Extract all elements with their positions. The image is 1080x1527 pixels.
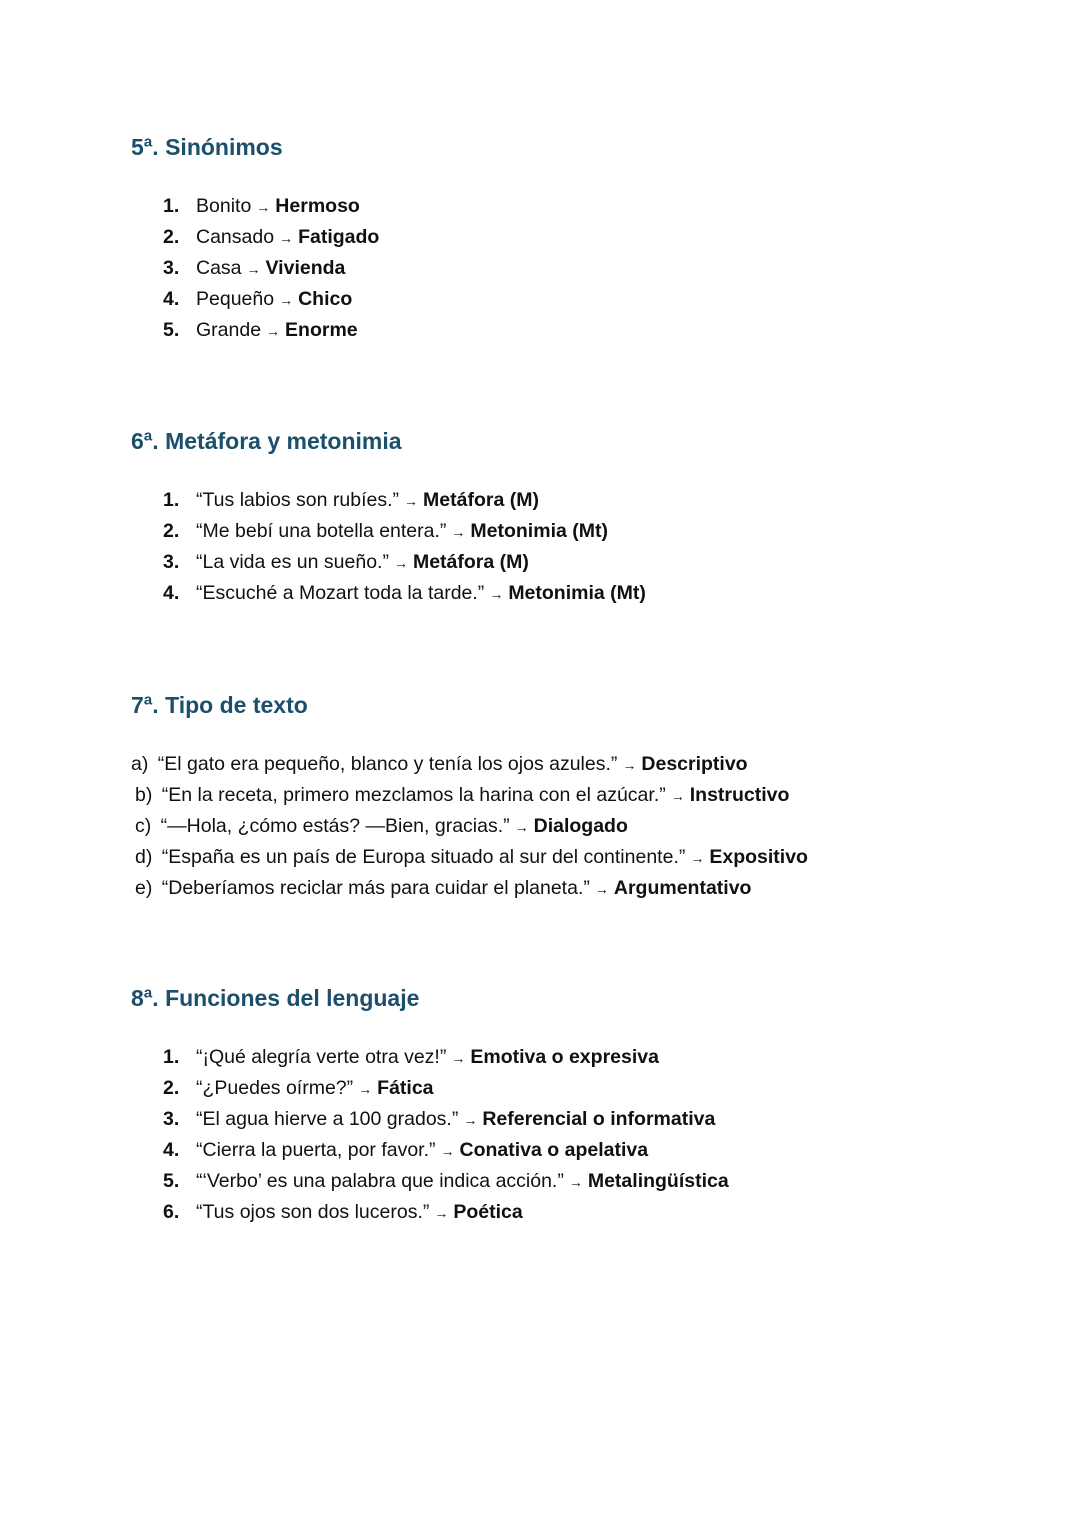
list-marker: 5. — [163, 1170, 180, 1192]
item-text: “‘Verbo’ es una palabra que indica acción.” — [196, 1170, 564, 1192]
list-marker: 5. — [163, 319, 180, 341]
arrow-icon: → — [440, 1143, 455, 1159]
arrow-icon: → — [279, 230, 294, 246]
list-item — [131, 284, 379, 315]
item-text: “¿Puedes oírme?” — [196, 1077, 354, 1099]
arrow-icon: → — [266, 323, 281, 339]
section-heading: 6ª. Metáfora y metonimia — [131, 428, 402, 454]
list-marker: b) — [135, 784, 153, 806]
item-text: “España es un país de Europa situado al sur del continente.” — [161, 846, 686, 868]
list-marker: 1. — [163, 489, 180, 511]
list-marker: c) — [135, 815, 152, 837]
item-answer: Fática — [377, 1077, 434, 1099]
item-answer: Referencial o informativa — [482, 1108, 716, 1130]
list-item — [131, 578, 646, 609]
item-text: “El agua hierve a 100 grados.” — [196, 1108, 459, 1130]
item-answer: Vivienda — [265, 257, 346, 279]
list-marker: a) — [131, 753, 149, 775]
item-answer: Metonimia (Mt) — [470, 520, 608, 542]
section-funciones-lenguaje — [131, 983, 729, 1228]
item-text: “Escuché a Mozart toda la tarde.” — [196, 582, 485, 604]
item-text: “En la receta, primero mezclamos la harina con el azúcar.” — [161, 784, 666, 806]
item-text: “La vida es un sueño.” — [196, 551, 389, 573]
arrow-icon: → — [358, 1081, 373, 1097]
item-text: Grande — [196, 319, 262, 341]
item-text: “¡Qué alegría verte otra vez!” — [196, 1046, 447, 1068]
answer-list — [131, 749, 808, 904]
item-text: Bonito — [196, 195, 252, 217]
section-metafora-metonimia — [131, 426, 646, 609]
arrow-icon: → — [622, 757, 637, 773]
item-text: “Cierra la puerta, por favor.” — [196, 1139, 436, 1161]
list-marker: 3. — [163, 257, 180, 279]
item-answer: Expositivo — [709, 846, 808, 868]
arrow-icon: → — [594, 881, 609, 897]
arrow-icon: → — [568, 1174, 583, 1190]
arrow-icon: → — [393, 555, 408, 571]
list-marker: 2. — [163, 520, 180, 542]
item-answer: Instructivo — [689, 784, 790, 806]
list-marker: 6. — [163, 1201, 180, 1223]
item-answer: Emotiva o expresiva — [470, 1046, 659, 1068]
arrow-icon: → — [434, 1205, 449, 1221]
item-text: Pequeño — [196, 288, 275, 310]
list-item — [131, 842, 808, 873]
list-item — [131, 253, 379, 284]
list-marker: e) — [135, 877, 153, 899]
item-answer: Argumentativo — [613, 877, 752, 899]
item-text: “Me bebí una botella entera.” — [196, 520, 447, 542]
list-item — [131, 1166, 729, 1197]
section-heading: 8ª. Funciones del lenguaje — [131, 985, 420, 1011]
arrow-icon: → — [670, 788, 685, 804]
list-item — [131, 749, 808, 780]
item-answer: Fatigado — [298, 226, 380, 248]
answer-list — [131, 1042, 729, 1228]
arrow-icon: → — [690, 850, 705, 866]
arrow-icon: → — [489, 586, 504, 602]
arrow-icon: → — [451, 524, 466, 540]
arrow-icon: → — [451, 1050, 466, 1066]
item-answer: Enorme — [285, 319, 358, 341]
item-answer: Metáfora (M) — [423, 489, 539, 511]
item-text: “Deberíamos reciclar más para cuidar el planeta.” — [161, 877, 590, 899]
arrow-icon: → — [279, 292, 294, 308]
list-item — [131, 516, 646, 547]
list-item — [131, 547, 646, 578]
item-text: “Tus labios son rubíes.” — [196, 489, 400, 511]
arrow-icon: → — [463, 1112, 478, 1128]
list-item — [131, 485, 646, 516]
item-answer: Metalingüística — [587, 1170, 729, 1192]
arrow-icon: → — [246, 261, 261, 277]
item-answer: Metáfora (M) — [412, 551, 529, 573]
item-text: “El gato era pequeño, blanco y tenía los ojos azules.” — [157, 753, 618, 775]
answer-list — [131, 191, 379, 346]
answer-list — [131, 485, 646, 609]
list-marker: 4. — [163, 288, 180, 310]
item-answer: Descriptivo — [641, 753, 748, 775]
section-heading: 5ª. Sinónimos — [131, 134, 283, 160]
item-text: “Tus ojos son dos luceros.” — [196, 1201, 430, 1223]
list-marker: 3. — [163, 1108, 180, 1130]
item-text: “—Hola, ¿cómo estás? —Bien, gracias.” — [160, 815, 510, 837]
arrow-icon: → — [514, 819, 529, 835]
section-tipo-de-texto — [131, 690, 808, 904]
list-item — [131, 1073, 729, 1104]
list-marker: 1. — [163, 1046, 180, 1068]
list-marker: 1. — [163, 195, 180, 217]
item-answer: Chico — [298, 288, 353, 310]
list-marker: 4. — [163, 582, 180, 604]
item-answer: Hermoso — [275, 195, 360, 217]
list-item — [131, 315, 379, 346]
list-marker: 2. — [163, 1077, 180, 1099]
list-item — [131, 811, 808, 842]
list-item — [131, 1104, 729, 1135]
arrow-icon: → — [256, 199, 271, 215]
list-marker: d) — [135, 846, 153, 868]
section-sinonimos — [131, 132, 379, 346]
arrow-icon: → — [404, 493, 419, 509]
item-answer: Metonimia (Mt) — [508, 582, 646, 604]
list-marker: 3. — [163, 551, 180, 573]
list-item — [131, 780, 808, 811]
section-heading: 7ª. Tipo de texto — [131, 692, 308, 718]
list-item — [131, 1197, 729, 1228]
item-answer: Dialogado — [533, 815, 628, 837]
list-item — [131, 1042, 729, 1073]
list-item — [131, 1135, 729, 1166]
item-text: Casa — [196, 257, 242, 279]
list-item — [131, 191, 379, 222]
item-answer: Conativa o apelativa — [459, 1139, 649, 1161]
list-item — [131, 873, 808, 904]
item-text: Cansado — [196, 226, 275, 248]
list-marker: 4. — [163, 1139, 180, 1161]
item-answer: Poética — [453, 1201, 523, 1223]
list-item — [131, 222, 379, 253]
list-marker: 2. — [163, 226, 180, 248]
